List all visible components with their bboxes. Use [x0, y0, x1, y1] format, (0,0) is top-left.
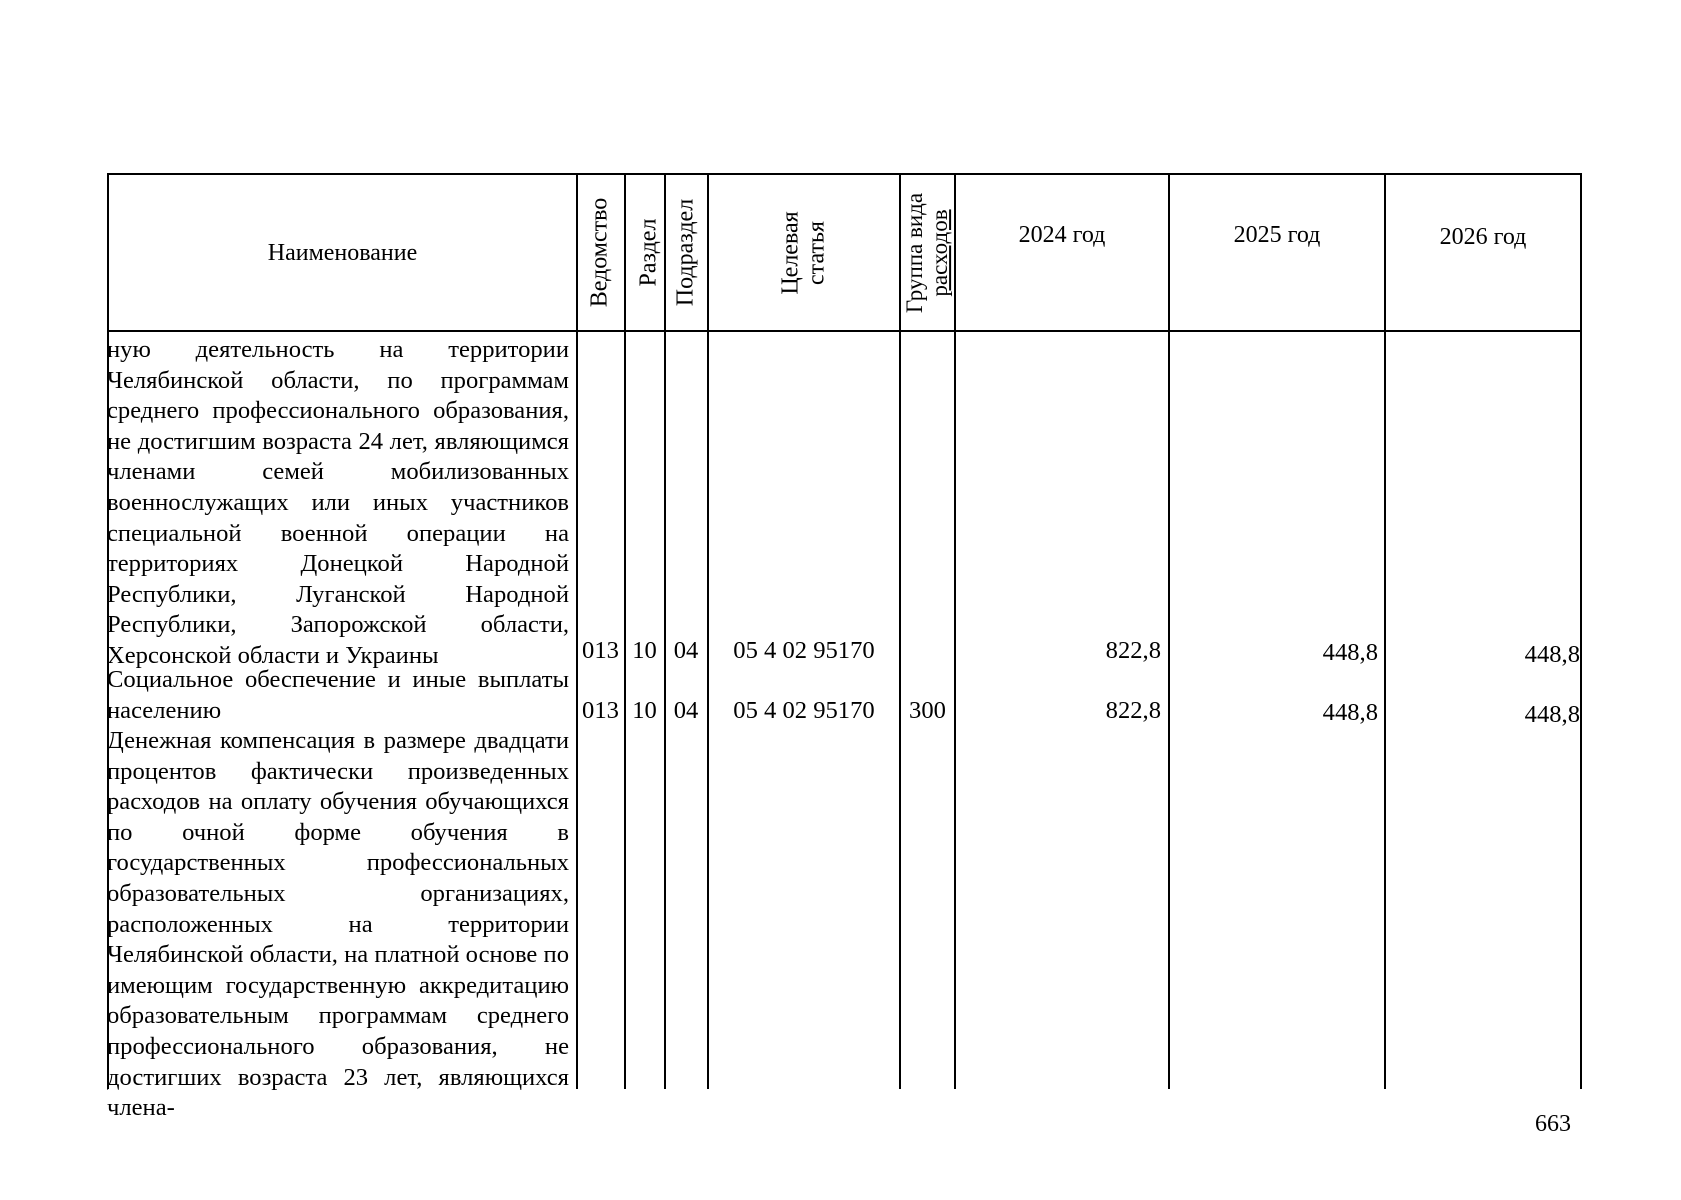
header-section: Раздел: [635, 218, 662, 287]
col-border-subsection: [664, 173, 666, 1089]
row-2-section: 10: [632, 697, 657, 724]
header-2026: 2026 год: [1439, 224, 1527, 250]
col-border-2026: [1384, 173, 1386, 1089]
row-1-name: ную деятельность на территории Челябинской области, по программам среднего профессионального образования, не достигшим возраста 24 лет, являющимся членами семей мобилизованных военнослужащих или иных участников специальной военной операции на территориях Донецкой Народной Республики, Луганской Народной Республики, Запорожской области, Херсонской области и Украины: [107, 336, 569, 669]
col-border-2024: [954, 173, 956, 1089]
header-department: Ведомство: [586, 197, 613, 308]
col-border-dept: [576, 173, 578, 1089]
row-2-2025: 448,8: [1322, 699, 1378, 726]
row-1-2026: 448,8: [1524, 641, 1580, 668]
header-target-line2: статья: [803, 220, 830, 285]
row-1-2025: 448,8: [1322, 639, 1378, 666]
header-name: Наименование: [267, 239, 418, 266]
row-2-group: 300: [909, 697, 946, 724]
row-2-subsection: 04: [673, 697, 699, 724]
header-target-line1: Целевая: [777, 210, 804, 295]
row-1-2024: 822,8: [1105, 637, 1161, 664]
header-expense-group-line2: расходов: [927, 208, 953, 297]
row-1-subsection: 04: [673, 637, 699, 664]
header-subsection: Подраздел: [672, 198, 699, 307]
row-1-target: 05 4 02 95170: [733, 637, 875, 664]
col-border-2025: [1168, 173, 1170, 1089]
row-1-section: 10: [632, 637, 657, 664]
row-2-2026: 448,8: [1524, 701, 1580, 728]
header-bottom-border: [107, 330, 1582, 332]
row-2-name: Социальное обеспечение и иные выплаты населению: [107, 666, 569, 724]
header-2024: 2024 год: [1018, 222, 1106, 248]
col-border-right: [1580, 173, 1582, 1089]
row-3-name: Денежная компенсация в размере двадцати процентов фактически произведенных расходов на оплату обучения обучающихся по очной форме обучения в государственных профессиональных образовательных организациях, расположенных на территории Челябинской области, на платной основе по имеющим государственную аккредитацию образовательным программам среднего профессионального образования, не достигших возраста 23 лет, являющихся члена-: [107, 727, 569, 1122]
row-1-department: 013: [582, 637, 619, 664]
row-2-target: 05 4 02 95170: [733, 697, 875, 724]
header-2025: 2025 год: [1233, 222, 1321, 248]
page-number: 663: [1535, 1111, 1571, 1137]
col-border-section: [624, 173, 626, 1089]
header-expense-group-line1: Группа вида: [902, 192, 928, 313]
row-2-department: 013: [582, 697, 619, 724]
header-expense-group: [901, 175, 954, 330]
row-2-2024: 822,8: [1105, 697, 1161, 724]
header-target: [709, 175, 899, 330]
